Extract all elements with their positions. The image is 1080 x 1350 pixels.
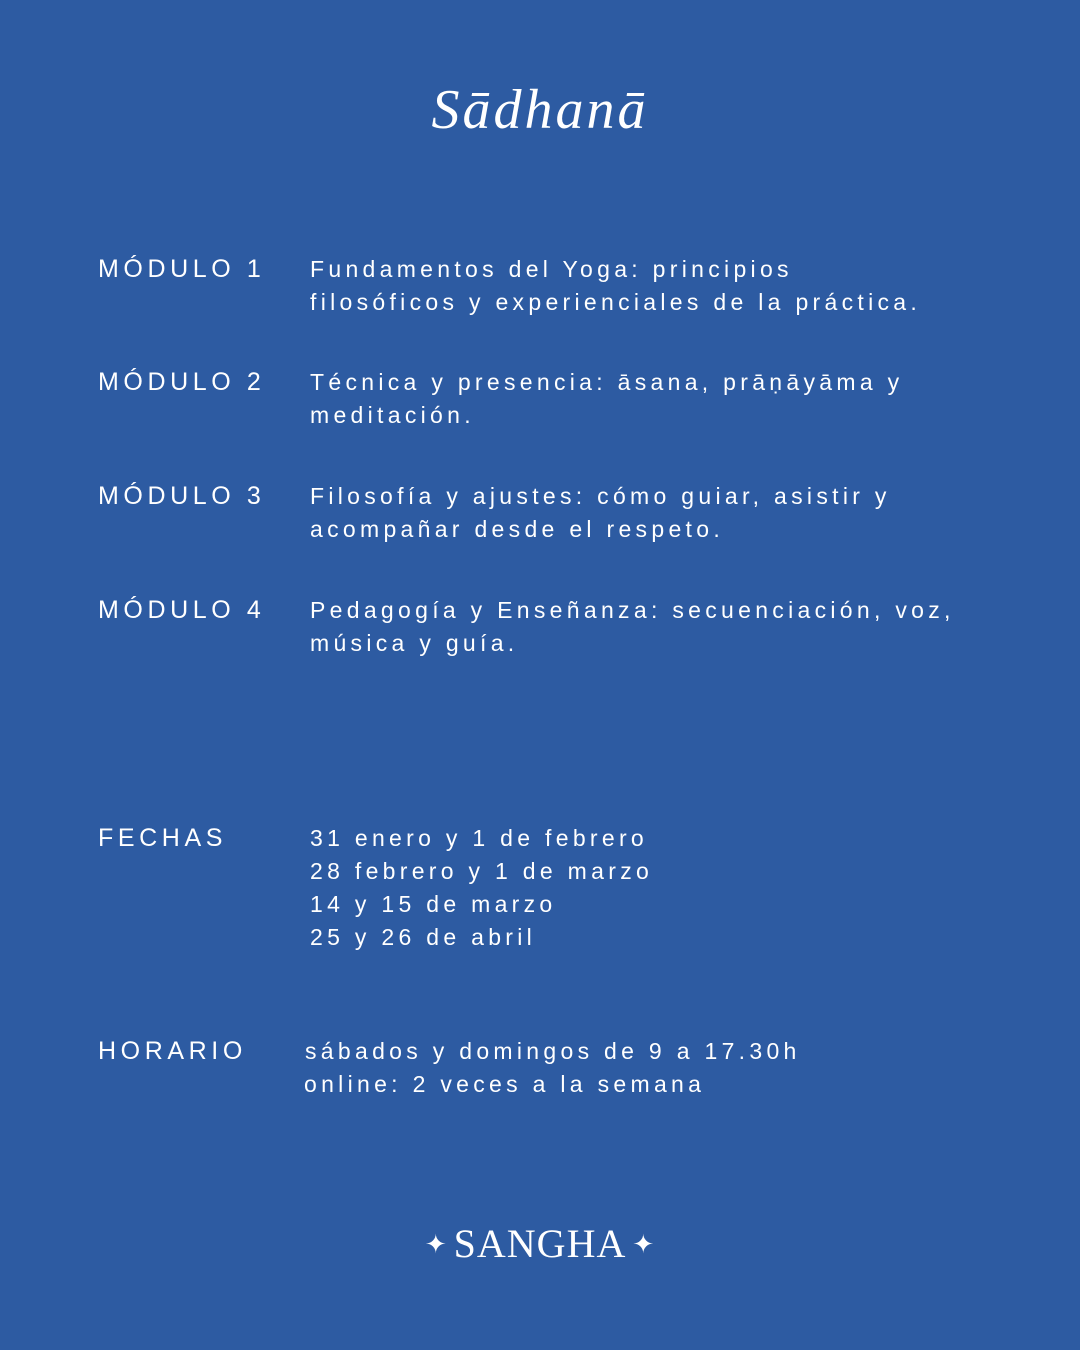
sparkle-right-icon: ✦: [632, 1230, 656, 1260]
fechas-line-1: 31 enero y 1 de febrero: [310, 825, 649, 851]
page-title: Sādhanā: [431, 79, 649, 141]
fechas-line-4: 25 y 26 de abril: [310, 924, 537, 950]
module-3-line-1: Filosofía y ajustes: cómo guiar, asistir y: [310, 483, 891, 509]
module-3-label: MÓDULO 3: [98, 482, 266, 510]
module-4-line-1: Pedagogía y Enseñanza: secuenciación, voz,: [310, 597, 955, 623]
module-2-label: MÓDULO 2: [98, 368, 266, 396]
module-2-description: [310, 366, 1020, 432]
horario-label: HORARIO: [98, 1037, 247, 1065]
module-1-line-2: filosóficos y experienciales de la práctica.: [310, 289, 922, 315]
module-2-line-1: Técnica y presencia: āsana, prāṇāyāma y: [310, 369, 904, 395]
fechas-line-2: 28 febrero y 1 de marzo: [310, 858, 654, 884]
module-1-line-1: Fundamentos del Yoga: principios: [310, 256, 793, 282]
module-3-description: [310, 480, 1020, 546]
module-4-description: [310, 594, 1020, 660]
sparkle-left-icon: ✦: [424, 1230, 448, 1260]
horario-line-1: sábados y domingos de 9 a 17.30h: [305, 1038, 801, 1064]
module-4-label: MÓDULO 4: [98, 596, 266, 624]
fechas-list: [310, 822, 1020, 954]
horario-list: [305, 1035, 1015, 1101]
module-1-label: MÓDULO 1: [98, 255, 266, 283]
fechas-label: FECHAS: [98, 824, 228, 852]
module-3-line-2: acompañar desde el respeto.: [310, 516, 725, 542]
module-4-line-2: música y guía.: [310, 630, 519, 656]
module-2-line-2: meditación.: [310, 402, 475, 428]
horario-line-2: online: 2 veces a la semana: [304, 1071, 706, 1097]
fechas-line-3: 14 y 15 de marzo: [310, 891, 557, 917]
logo-text: SANGHA: [453, 1221, 627, 1266]
sangha-logo: [0, 1218, 1080, 1271]
module-1-description: [310, 253, 1020, 319]
